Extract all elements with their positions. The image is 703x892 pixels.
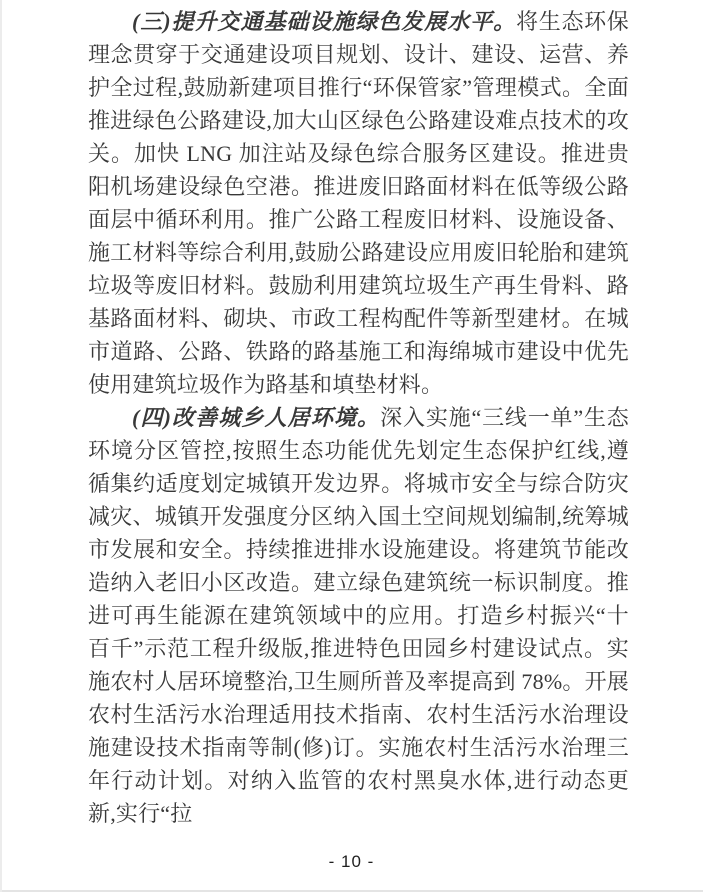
page-number: - 10 - <box>328 852 375 871</box>
paragraph-section-4-body: 深入实施“三线一单”生态环境分区管控,按照生态功能优先划定生态保护红线,遵循集约适度划定城镇开发边界。将城市安全与综合防灾减灾、城镇开发强度分区纳入国土空间规划编制,统筹城市发展和安全。持续推进排水设施建设。将建筑节能改造纳入老旧小区改造。建立绿色建筑统一标识制度。推进可再生能源在建筑领域中的应用。打造乡村振兴“十百千”示范工程升级版,推进特色田园乡村建设试点。实施农村人居环境整治,卫生厕所普及率提高到 78%。开展农村生活污水治理适用技术指南、农村生活污水治理设施建设技术指南等制(修)订。实施农村生活污水治理三年行动计划。对纳入监管的农村黑臭水体,进行动态更新,实行“拉 <box>88 405 629 826</box>
paragraph-section-3-heading: (三)提升交通基础设施绿色发展水平。 <box>132 9 517 34</box>
document-text-block <box>88 5 629 830</box>
paragraph-section-3-body: 将生态环保理念贯穿于交通建设项目规划、设计、建设、运营、养护全过程,鼓励新建项目推行“环保管家”管理模式。全面推进绿色公路建设,加大山区绿色公路建设难点技术的攻关。加快 LNG 加注站及绿色综合服务区建设。推进贵阳机场建设绿色空港。推进废旧路面材料在低等级公路面层中循环利用。推广公路工程废旧材料、设施设备、施工材料等综合利用,鼓励公路建设应用废旧轮胎和建筑垃圾等废旧材料。鼓励利用建筑垃圾生产再生骨料、路基路面材料、砌块、市政工程构配件等新型建材。在城市道路、公路、铁路的路基施工和海绵城市建设中优先使用建筑垃圾作为路基和填垫材料。 <box>88 9 629 397</box>
paragraph-section-4-heading: (四)改善城乡人居环境。 <box>132 405 381 430</box>
paragraph-section-3 <box>88 5 629 401</box>
paragraph-section-4 <box>88 401 629 830</box>
